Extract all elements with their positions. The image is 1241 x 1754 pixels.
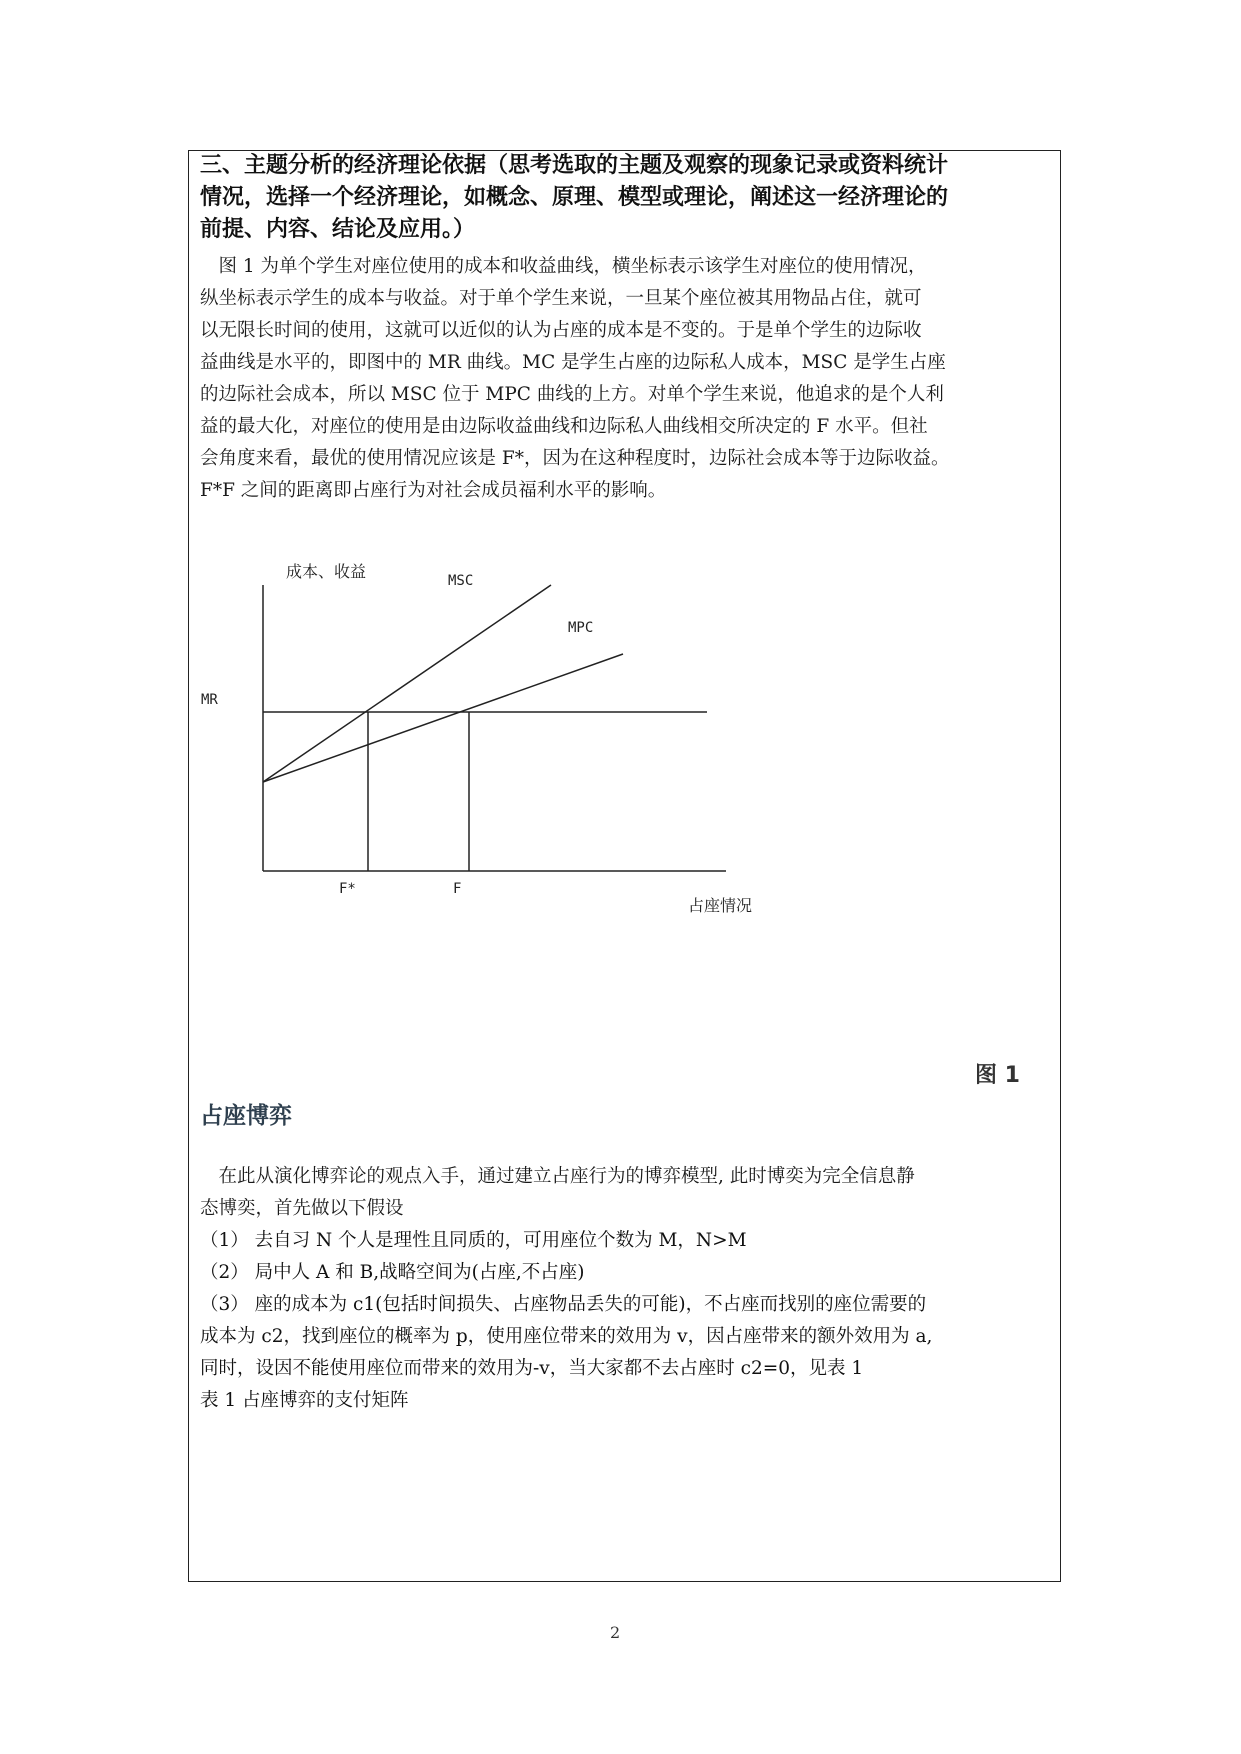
- paragraph-line: 纵坐标表示学生的成本与收益。对于单个学生来说，一旦某个座位被其用物品占住，就可: [200, 288, 922, 309]
- table-caption: 表 1 占座博弈的支付矩阵: [200, 1390, 409, 1411]
- heading-line: 三、主题分析的经济理论依据（思考选取的主题及观察的现象记录或资料统计: [200, 153, 949, 178]
- paragraph-line: F*F 之间的距离即占座行为对社会成员福利水平的影响。: [200, 480, 667, 501]
- paragraph-line: 益曲线是水平的，即图中的 MR 曲线。MC 是学生占座的边际私人成本，MSC 是学生占座: [200, 352, 946, 373]
- mr-label: MR: [201, 692, 218, 708]
- figure-caption: 图 1: [975, 1063, 1020, 1088]
- assumption-line: （2） 局中人 A 和 B,战略空间为(占座,不占座): [200, 1262, 585, 1283]
- f-star-label: F*: [339, 881, 356, 897]
- paragraph-line: 态博奕，首先做以下假设: [200, 1198, 404, 1219]
- section-heading: [200, 150, 1050, 246]
- assumption-list: [200, 1225, 1050, 1417]
- mpc-line: [263, 654, 623, 782]
- page-number: 2: [610, 1623, 621, 1642]
- paragraph-line: 图 1 为单个学生对座位使用的成本和收益曲线，横坐标表示该学生对座位的使用情况，: [200, 256, 927, 277]
- paragraph-line: 以无限长时间的使用，这就可以近似的认为占座的成本是不变的。于是单个学生的边际收: [200, 320, 922, 341]
- msc-line: [263, 585, 551, 782]
- paragraph-line: 益的最大化，对座位的使用是由边际收益曲线和边际私人曲线相交所决定的 F 水平。但社: [200, 416, 928, 437]
- msc-label: MSC: [448, 573, 474, 589]
- paragraph-line: 在此从演化博弈论的观点入手，通过建立占座行为的博弈模型, 此时博奕为完全信息静: [200, 1166, 915, 1187]
- mpc-label: MPC: [568, 620, 594, 636]
- game-intro-paragraph: [200, 1161, 1050, 1225]
- y-axis-label: 成本、收益: [286, 562, 367, 581]
- cost-revenue-diagram: [200, 555, 800, 935]
- paragraph-line: 会角度来看，最优的使用情况应该是 F*，因为在这种程度时，边际社会成本等于边际收益。: [200, 448, 950, 469]
- heading-line: 情况，选择一个经济理论，如概念、原理、模型或理论，阐述这一经济理论的: [200, 185, 949, 210]
- game-section-title: 占座博弈: [200, 1103, 292, 1129]
- figure-explanation-paragraph: [200, 251, 1050, 507]
- assumption-line: 同时，设因不能使用座位而带来的效用为-v，当大家都不去占座时 c2=0，见表 1: [200, 1358, 864, 1379]
- x-axis-label: 占座情况: [688, 896, 753, 915]
- paragraph-line: 的边际社会成本，所以 MSC 位于 MPC 曲线的上方。对单个学生来说，他追求的是个人利: [200, 384, 944, 405]
- assumption-line: （3） 座的成本为 c1(包括时间损失、占座物品丢失的可能)，不占座而找别的座位需要的: [200, 1294, 927, 1315]
- heading-line: 前提、内容、结论及应用。）: [200, 217, 476, 242]
- assumption-line: （1） 去自习 N 个人是理性且同质的，可用座位个数为 M，N>M: [200, 1230, 747, 1251]
- f-label: F: [453, 881, 462, 897]
- assumption-line: 成本为 c2，找到座位的概率为 p，使用座位带来的效用为 v，因占座带来的额外效用为 a,: [200, 1326, 933, 1347]
